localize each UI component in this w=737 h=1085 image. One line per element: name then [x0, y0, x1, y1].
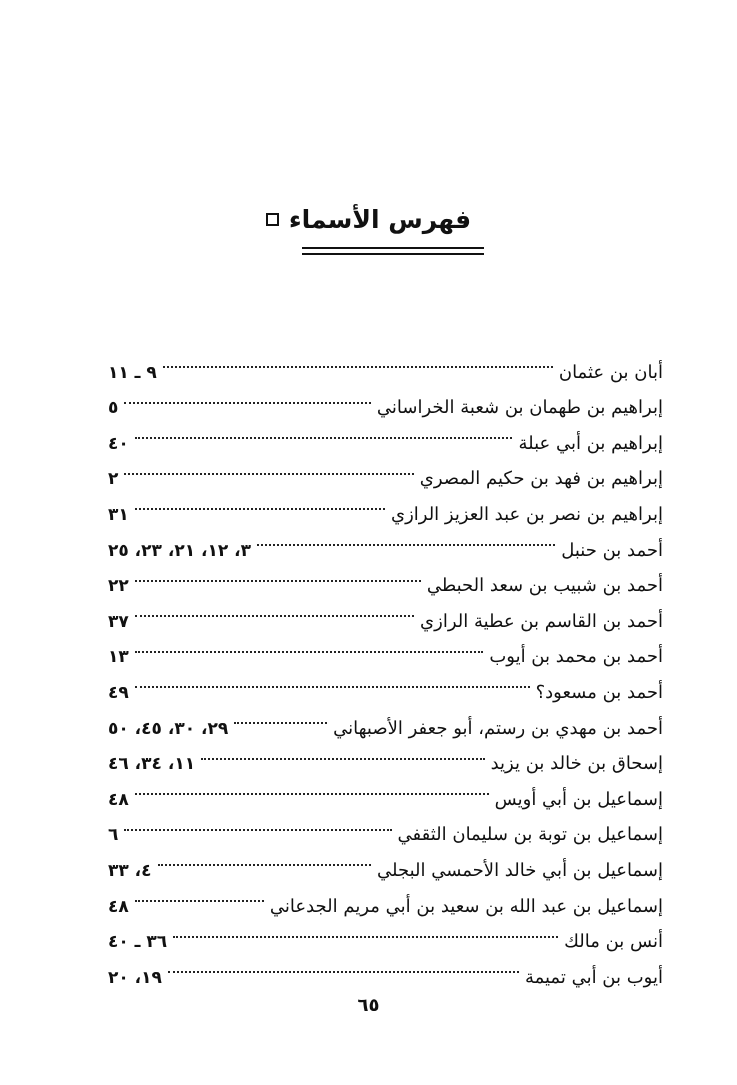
- index-title: [266, 205, 471, 234]
- dot-leader: [135, 769, 489, 805]
- entry-name: أحمد بن مهدي بن رستم، أبو جعفر الأصبهاني: [333, 717, 663, 739]
- entry-name: إسماعيل بن أبي خالد الأحمسي البجلي: [376, 859, 663, 881]
- entry-name: أيوب بن أبي تميمة: [524, 966, 663, 988]
- page-number: ٦٥: [357, 995, 380, 1016]
- entry-name: إسحاق بن خالد بن يزيد: [490, 753, 663, 775]
- entry-pages: ٤٠: [108, 433, 129, 454]
- entry-pages: ٤٨: [108, 896, 129, 917]
- entry-name: إبراهيم بن طهمان بن شعبة الخراساني: [376, 397, 663, 419]
- dot-leader: [135, 413, 513, 449]
- entry-pages: ٣١: [108, 504, 129, 525]
- entry-pages: ١٩، ٢٠: [108, 967, 162, 988]
- dot-leader: [201, 734, 485, 770]
- entry-pages: ٣، ١٢، ٢١، ٢٣، ٢٥: [108, 540, 252, 561]
- entry-name: أحمد بن حنبل: [561, 539, 663, 561]
- entry-name: أبان بن عثمان: [558, 361, 663, 383]
- entry-name: إسماعيل بن توبة بن سليمان الثقفي: [397, 824, 663, 846]
- entry-name: أحمد بن محمد بن أيوب: [489, 646, 663, 668]
- dot-leader: [124, 449, 413, 485]
- entry-pages: ٣٦ ـ ٤٠: [108, 932, 168, 953]
- index-entries: [108, 342, 663, 988]
- dot-leader: [135, 556, 421, 592]
- entry-pages: ٤٨: [108, 789, 129, 810]
- dot-leader: [135, 876, 264, 912]
- entry-pages: ٣٧: [108, 611, 129, 632]
- title-area: [0, 205, 737, 234]
- entry-name: إسماعيل بن أبي أويس: [494, 788, 663, 810]
- dot-leader: [135, 662, 530, 698]
- index-title-text: فهرس الأسماء: [288, 205, 472, 234]
- entry-name: إبراهيم بن نصر بن عبد العزيز الرازي: [390, 503, 663, 525]
- entry-pages: ٥: [108, 398, 119, 419]
- entry-pages: ٦: [108, 825, 119, 846]
- entry-pages: ٤٩: [108, 682, 129, 703]
- entry-name: أحمد بن القاسم بن عطية الرازي: [420, 610, 663, 632]
- dot-leader: [135, 627, 484, 663]
- entry-name: إبراهيم بن أبي عبلة: [518, 432, 663, 454]
- entry-name: أنس بن مالك: [564, 931, 663, 953]
- dot-leader: [257, 520, 555, 556]
- dot-leader: [135, 591, 414, 627]
- entry-pages: ٤، ٣٣: [108, 860, 152, 881]
- entry-pages: ٢٩، ٣٠، ٤٥، ٥٠: [108, 718, 229, 739]
- dot-leader: [163, 342, 553, 378]
- entry-pages: ١٣: [108, 647, 129, 668]
- entry-name: إسماعيل بن عبد الله بن سعيد بن أبي مريم الجدعاني: [269, 895, 663, 917]
- dot-leader: [158, 840, 371, 876]
- entry-pages: ٢٢: [108, 576, 129, 597]
- dot-leader: [124, 378, 371, 414]
- index-entry: [108, 342, 663, 383]
- entry-name: إبراهيم بن فهد بن حكيم المصري: [419, 468, 663, 490]
- entry-name: أحمد بن مسعود؟: [535, 681, 663, 703]
- title-underline: [302, 247, 484, 259]
- entry-pages: ٩ ـ ١١: [108, 362, 157, 383]
- dot-leader: [173, 912, 558, 948]
- entry-name: أحمد بن شبيب بن سعد الحبطي: [426, 575, 663, 597]
- underline-rule-bottom: [302, 253, 484, 255]
- square-outline-icon: [266, 213, 279, 226]
- dot-leader: [234, 698, 327, 734]
- dot-leader: [135, 484, 385, 520]
- underline-rule-top: [302, 247, 484, 249]
- entry-pages: ١١، ٣٤، ٤٦: [108, 754, 196, 775]
- dot-leader: [124, 805, 391, 841]
- entry-pages: ٢: [108, 469, 119, 490]
- dot-leader: [168, 947, 519, 983]
